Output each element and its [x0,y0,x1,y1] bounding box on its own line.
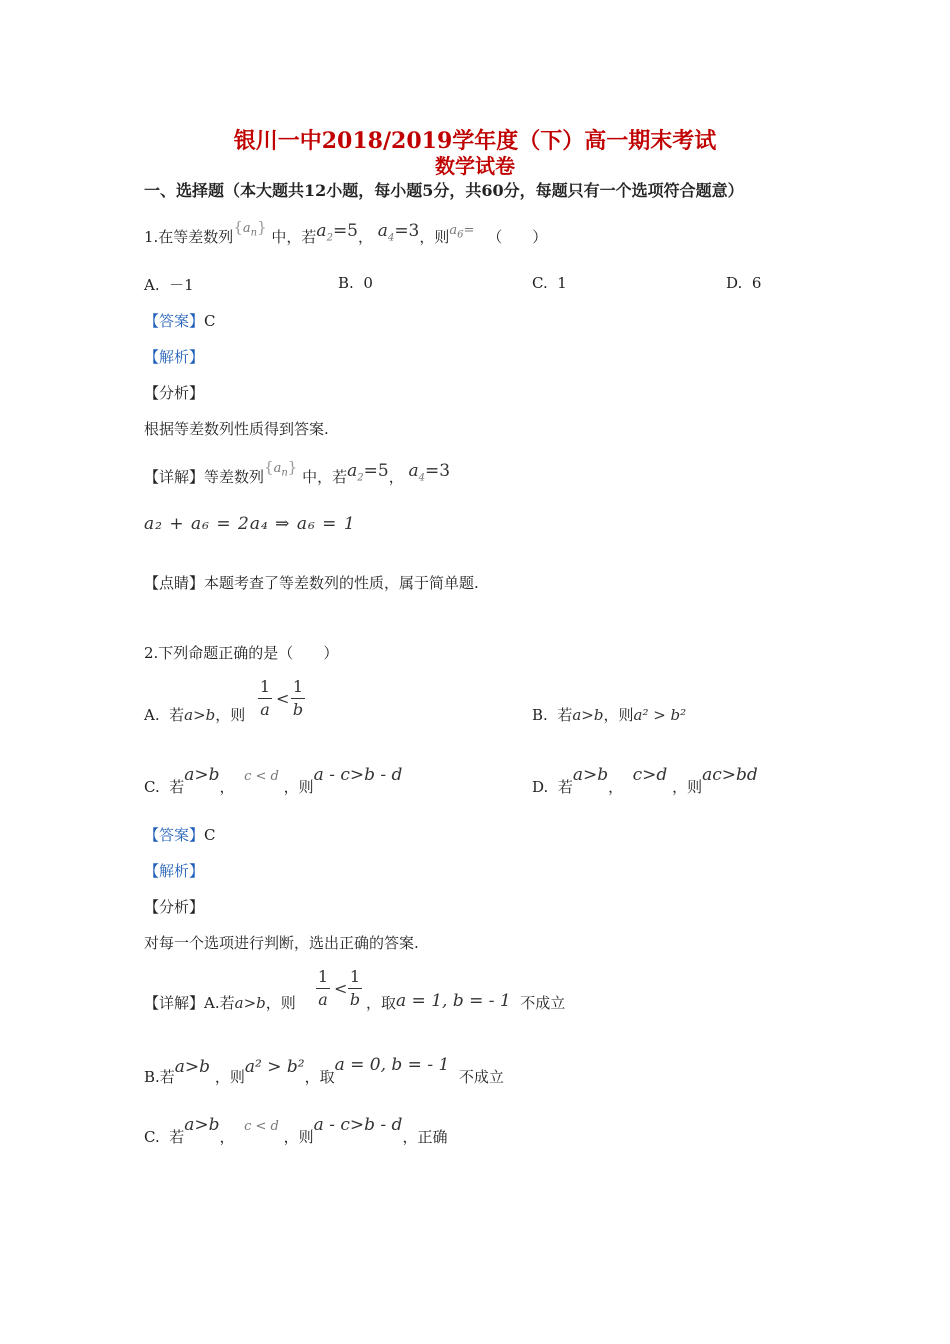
q1-a6: $a_6=$ [449,223,475,241]
q1-answer: 【答案】C [144,312,216,330]
q1-formula: a₂ + a₆ = 2a₄ ⇒ a₆ = 1 [144,514,356,534]
q2-xiangjie-a: 【详解】A.若a>b，则 [144,994,296,1012]
q1-option-c: C. 1 [532,274,567,292]
q2-option-d: D. 若a>b， c>d ，则ac>bd [532,765,758,796]
q1-mid: 中，若 [271,228,317,246]
q1-xiangjie: 【详解】等差数列$\{a_n\}$ 中，若$a_2=5$， $a_4=3$ [144,458,451,486]
q2-a-frac-right: 1 b [292,677,304,719]
q2-xiangjie-a-tail: ，取a = 1, b = - 1 不成立 [366,991,566,1012]
q1-option-b: B. 0 [338,274,373,292]
q2-fenxi: 对每一个选项进行判断，选出正确的答案. [144,934,419,952]
q1-option-a: A. －1 [144,276,194,294]
q1-analysis-tag: 【解析】 [144,348,205,366]
q2-xiangjie-b: B.若a>b ，则a² > b²，取a = 0, b = - 1 不成立 [144,1055,504,1086]
q2-xj-lt: < [334,979,348,998]
q2-a-frac-left: 1 a [259,677,271,719]
q1-then: ，则 [419,228,450,246]
q1-dianjing: 【点睛】本题考查了等差数列的性质，属于简单题. [144,574,479,592]
q2-a-lt: < [276,689,290,708]
q1-fenxi-tag: 【分析】 [144,384,205,402]
page-subtitle: 数学试卷 [435,154,515,178]
q1-paren: （ ） [487,228,548,246]
q2-option-a: A. 若a>b，则 [144,706,246,724]
q1-comma: ， [358,228,374,246]
q2-option-b: B. 若a>b，则a² > b² [532,706,687,724]
q1-fenxi: 根据等差数列性质得到答案. [144,420,329,438]
q2-stem: 2.下列命题正确的是（ ） [144,644,339,662]
q1-stem-pre: 1.在等差数列 [144,228,234,246]
q1-stem [144,218,548,249]
q2-option-c: C. 若a>b， c < d ，则a - c>b - d [144,765,403,796]
q2-fenxi-tag: 【分析】 [144,898,205,916]
q1-seq: $\{a_n\}$ [233,218,267,239]
q2-analysis-tag: 【解析】 [144,862,205,880]
q2-answer: 【答案】C [144,826,216,844]
q2-xj-frac-left: 1 a [317,967,329,1009]
page-title: 银川一中2018/2019学年度（下）高一期末考试 [233,128,717,154]
section-heading: 一、选择题（本大题共12小题，每小题5分，共60分，每题只有一个选项符合题意） [144,181,744,200]
q1-a2: $a_2=5$ [316,221,358,244]
q1-a4: $a_4=3$ [377,221,420,244]
q2-xiangjie-c: C. 若a>b， c < d ，则a - c>b - d，正确 [144,1115,448,1146]
q1-option-d: D. 6 [726,274,762,292]
q2-xj-frac-right: 1 b [349,967,361,1009]
